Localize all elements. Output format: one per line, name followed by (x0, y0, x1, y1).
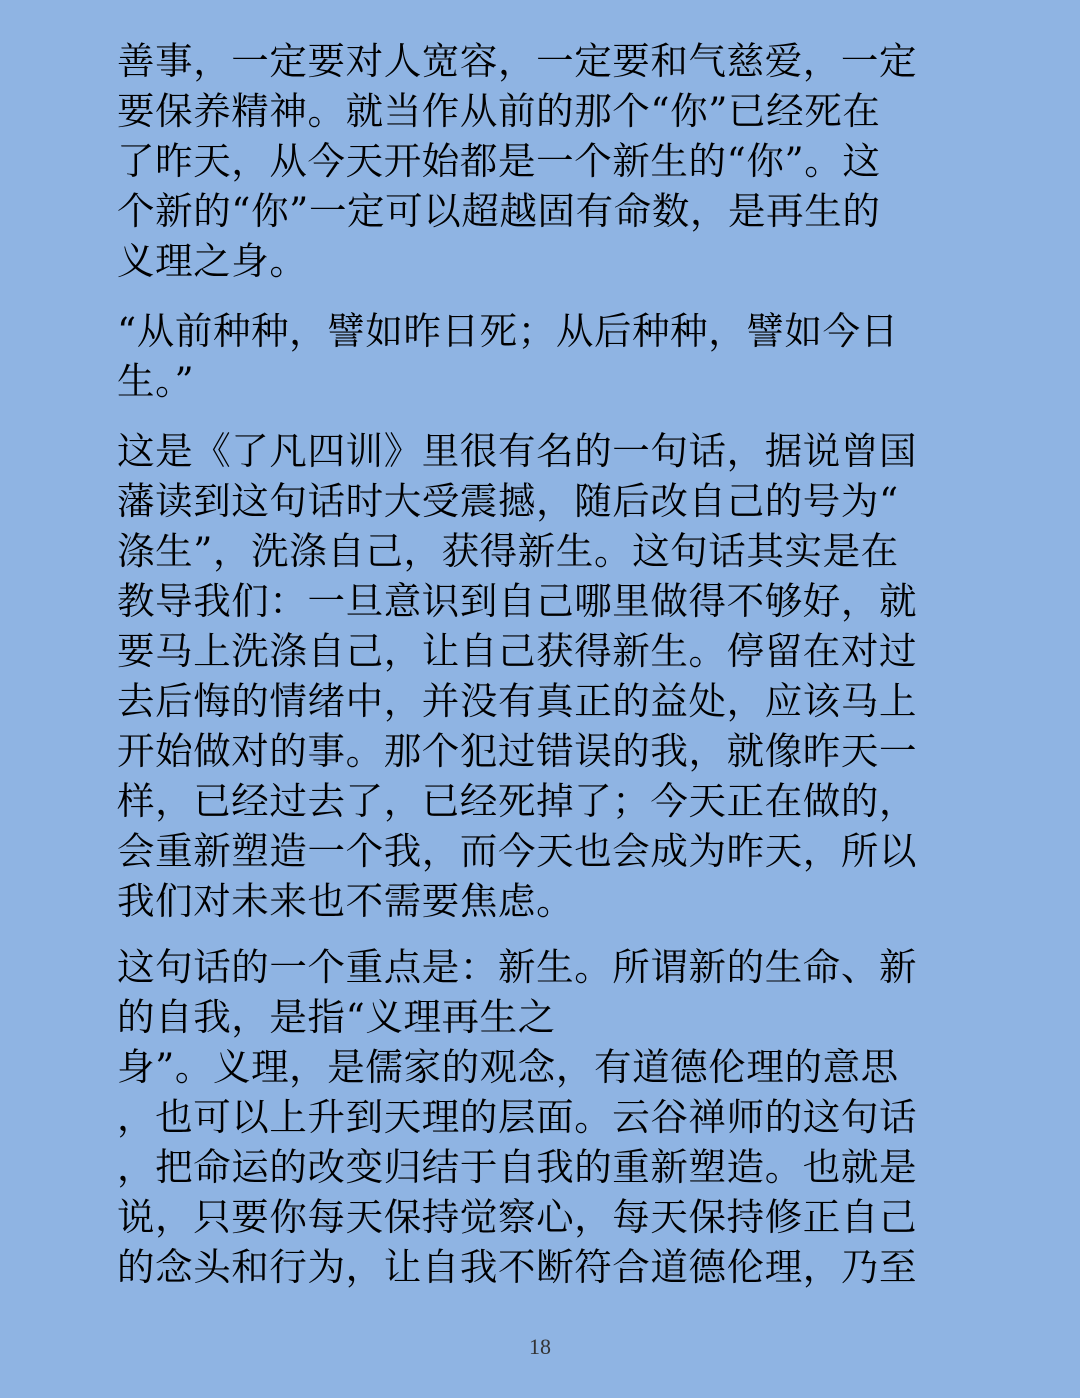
text-line: 这是《了凡四训》里很有名的一句话，据说曾国 (117, 429, 918, 473)
paragraph-spacer (117, 286, 957, 306)
paragraph-3 (117, 426, 957, 926)
text-line: 义理之身。 (117, 239, 308, 283)
text-line: “从前种种，譬如昨日死；从后种种，譬如今日 (117, 309, 899, 353)
text-line: 会重新塑造一个我，而今天也会成为昨天，所以 (117, 829, 918, 873)
paragraph-4 (117, 942, 957, 1292)
text-line: 涤生”，洗涤自己，获得新生。这句话其实是在 (117, 529, 899, 573)
text-line: 去后悔的情绪中，并没有真正的益处，应该马上 (117, 679, 918, 723)
text-line: 藩读到这句话时大受震撼，随后改自己的号为“ (117, 479, 899, 523)
text-line: 的自我，是指“义理再生之 (117, 995, 556, 1039)
text-line: 教导我们：一旦意识到自己哪里做得不够好，就 (117, 579, 918, 623)
text-line: 了昨天，从今天开始都是一个新生的“你”。这 (117, 139, 881, 183)
text-line: 样，已经过去了，已经死掉了；今天正在做的， (117, 779, 918, 823)
page-number: 18 (529, 1334, 551, 1359)
text-line: 说，只要你每天保持觉察心，每天保持修正自己 (117, 1195, 918, 1239)
text-line: 善事，一定要对人宽容，一定要和气慈爱，一定 (117, 39, 918, 83)
text-line: 要保养精神。就当作从前的那个“你”已经死在 (117, 89, 881, 133)
text-line: 这句话的一个重点是：新生。所谓新的生命、新 (117, 945, 918, 989)
paragraph-spacer (117, 406, 957, 426)
text-line: 开始做对的事。那个犯过错误的我，就像昨天一 (117, 729, 918, 773)
text-line: 身”。义理，是儒家的观念，有道德伦理的意思 (117, 1045, 899, 1089)
text-line: 要马上洗涤自己，让自己获得新生。停留在对过 (117, 629, 918, 673)
text-line: 生。” (117, 359, 195, 403)
text-line: ，把命运的改变归结于自我的重新塑造。也就是 (117, 1145, 918, 1189)
text-line: ，也可以上升到天理的层面。云谷禅师的这句话 (117, 1095, 918, 1139)
quote-paragraph (117, 306, 957, 406)
paragraph-1 (117, 36, 957, 286)
paragraph-spacer (117, 926, 957, 942)
text-line: 个新的“你”一定可以超越固有命数，是再生的 (117, 189, 881, 233)
text-line: 我们对未来也不需要焦虑。 (117, 879, 575, 923)
document-page (117, 36, 957, 1292)
text-line: 的念头和行为，让自我不断符合道德伦理，乃至 (117, 1245, 918, 1289)
